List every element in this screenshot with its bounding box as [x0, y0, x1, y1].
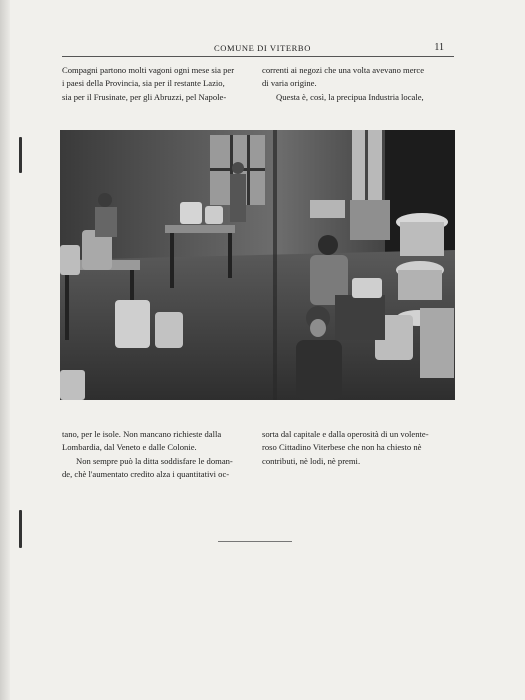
text-line: contributi, nè lodi, nè premi.	[262, 455, 361, 466]
text-line: tano, per le isole. Non mancano richieste dalla	[62, 429, 222, 439]
page-number: 11	[434, 42, 444, 53]
text-line: Compagni partono molti vagoni ogni mese sia per	[62, 65, 235, 75]
text-line: de, chè l'aumentato credito alza i quantitativi oc-	[62, 468, 230, 479]
text-line: roso Cittadino Viterbese che non ha chiesto nè	[262, 442, 422, 453]
text-line: sorta dal capitale e dalla operosità di un volente-	[262, 429, 429, 439]
factory-photograph	[60, 130, 455, 400]
text-line: i paesi della Provincia, sia per il restante Lazio,	[62, 78, 225, 89]
binding-mark-bottom	[19, 510, 22, 548]
running-header	[62, 42, 454, 57]
text-line: Questa è, così, la precipua Industria locale,	[276, 91, 424, 102]
binding-mark-top	[19, 137, 22, 173]
text-column-top-right	[262, 64, 452, 104]
text-line: Non sempre può la ditta soddisfare le doman-	[76, 455, 233, 466]
text-column-bottom-left	[62, 428, 250, 481]
closing-rule	[218, 541, 292, 542]
text-column-top-left	[62, 64, 250, 104]
page-edge-shadow	[0, 0, 10, 700]
text-line: di varia origine.	[262, 78, 317, 89]
text-line: Lombardia, dal Veneto e dalle Colonie.	[62, 442, 197, 453]
text-column-bottom-right	[262, 428, 452, 468]
header-title: COMUNE DI VITERBO	[214, 43, 311, 53]
text-line: correnti ai negozi che una volta avevano merce	[262, 65, 425, 75]
text-line: sia per il Frusinate, per gli Abruzzi, pel Napole-	[62, 91, 227, 102]
